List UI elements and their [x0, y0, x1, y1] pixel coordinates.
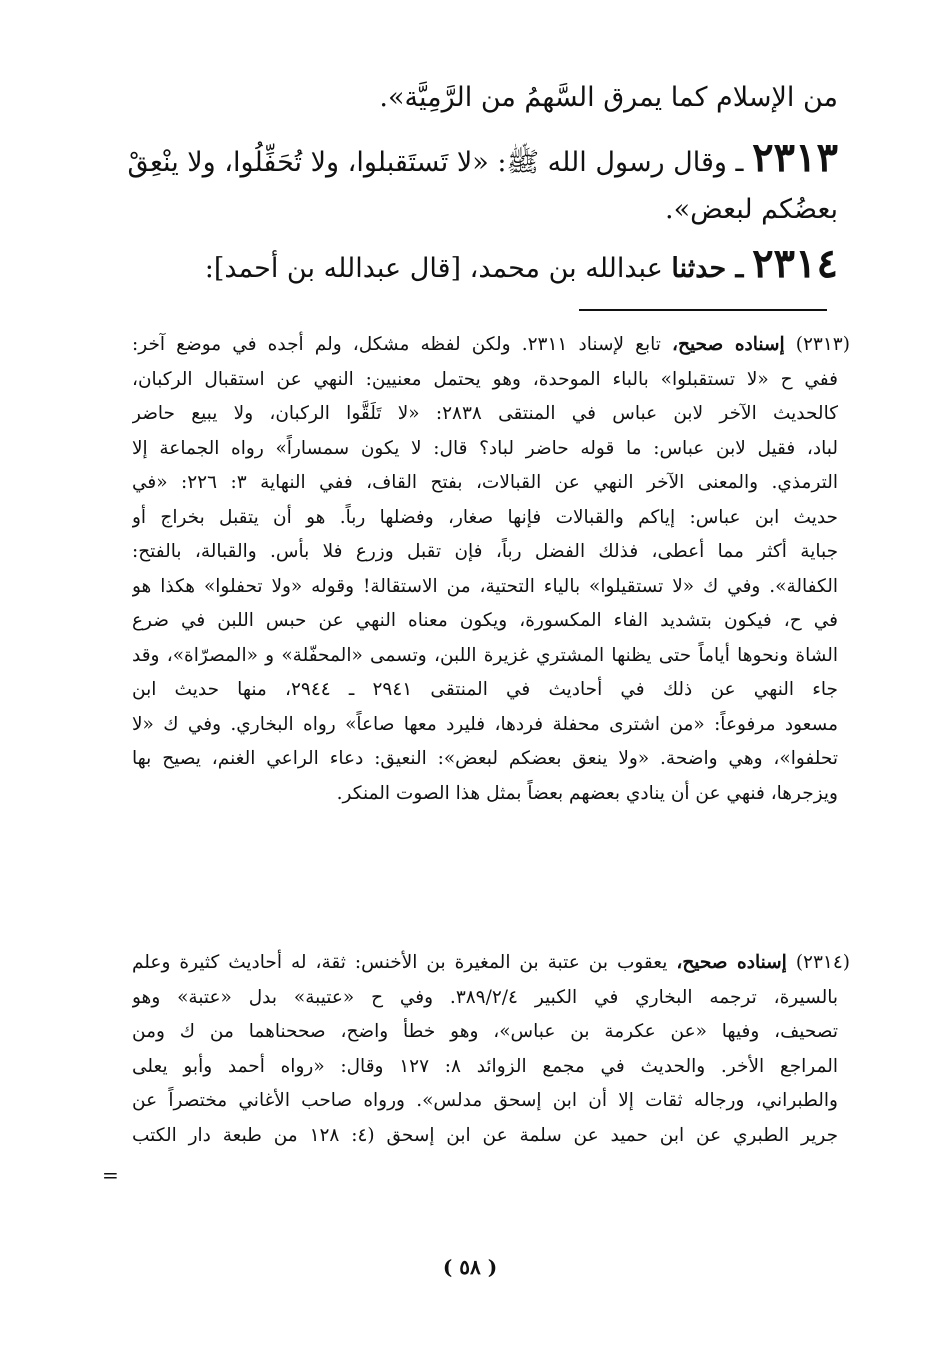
footnote-text: جاء النهي عن ذلك في أحاديث في المنتقى ٢٩٤١ ـ ٢٩٤٤، منها حديث ابن [132, 679, 838, 700]
footnote-2313-line [132, 328, 850, 362]
footnote-2313-line [132, 742, 838, 776]
footnote-2314-line [132, 1050, 838, 1084]
footnote-label: (٢٣١٣) [795, 334, 850, 355]
footnote-text: حديث ابن عباس: إياكم والقبالات فإنها صغار، وفضلها رباً. هو أن يتقبل بخراج أو [132, 507, 838, 528]
footnote-label: (٢٣١٤) [795, 952, 850, 973]
footnote-2314-line [132, 981, 838, 1015]
footnote-2313-line [132, 777, 838, 811]
footnote-2313-line [132, 708, 838, 742]
footnote-2313-line [132, 639, 838, 673]
footnote-text: كالحديث الآخر لابن عباس في المنتقى ٢٨٣٨: «لا تَلَقَّوا الركبان، ولا يبيع حاضر [132, 403, 838, 424]
footnote-text: الكفالة». وفي ك «لا تستقيلوا» بالياء التحتية، من الاستقالة! وقوله «ولا تحفلوا» هكذا هو [132, 576, 838, 597]
footnote-2313-line [132, 673, 838, 707]
hadith-2314 [204, 240, 838, 289]
footnote-text: ويزجرها، فنهي عن أن ينادي بعضهم بعضاً بمثل هذا الصوت المنكر. [336, 783, 838, 804]
hadith-2314-lead: ـ حدثنا [671, 253, 744, 284]
footnote-text: جرير الطبري عن ابن حميد عن سلمة عن ابن إسحق (٤: ١٢٨ من طبعة دار الكتب [132, 1125, 838, 1146]
footnote-text: تحلفوا»، وهي واضحة. «ولا ينعق بعضكم لبعض»: النعيق: دعاء الراعي الغنم، يصيح بها [132, 748, 838, 769]
footnote-2313-line [132, 501, 838, 535]
footnote-bold-lead: إسناده صحيح، [676, 952, 787, 973]
hadith-2313-text: ـ وقال رسول الله ﷺ: «لا تَستَقبلوا، ولا تُحَفِّلُوا، ولا ينْعِقْ [127, 147, 744, 178]
continuation-mark: = [102, 1163, 119, 1187]
footnote-2314-line [132, 1119, 838, 1153]
footnote-2313-line [132, 397, 838, 431]
footnote-text: الشاة ونحوها أياماً حتى يظنها المشتري غزيرة اللبن، وتسمى «المحفّلة» و «المصرّاة»، وقد [132, 645, 838, 666]
page-number: ( ٥٨ ) [442, 1255, 498, 1279]
footnote-divider [579, 309, 827, 311]
hadith-number-2314: ٢٣١٤ [752, 240, 838, 287]
hadith-2313 [127, 134, 839, 183]
footnote-text: تابع لإسناد ٢٣١١. ولكن لفظه مشكل، ولم أجده في موضع آخر: [132, 334, 661, 355]
footnote-2314-line [132, 1084, 838, 1118]
footnote-text: الترمذي. والمعنى الآخر النهي عن القبالات، بفتح القاف، ففي النهاية ٣: ٢٢٦: «في [132, 472, 838, 493]
footnote-text: مسعود مرفوعاً: «من اشترى محفلة فردها، فليرد معها صاعاً» رواه البخاري. وفي ك «لا [132, 714, 838, 735]
footnote-2313-line [132, 570, 838, 604]
footnote-text: في ح، فيكون بتشديد الفاء المكسورة، ويكون معناه النهي عن حبس اللبن في ضرع [132, 610, 838, 631]
footnote-text: ففي ح «لا تستقبلوا» بالباء الموحدة، وهو يحتمل معنيين: النهي عن استقبال الركبان، [132, 369, 838, 390]
main-line-1: من الإسلام كما يمرق السَّهمُ من الرَّمِيَّة». [379, 82, 838, 113]
footnote-2314-line [132, 1015, 838, 1049]
footnote-text: المراجع الأخر. والحديث في مجمع الزوائد ٨: ١٢٧ وقال: «رواه أحمد وأبو يعلى [132, 1056, 838, 1077]
footnote-2313-line [132, 363, 838, 397]
hadith-number-2313: ٢٣١٣ [752, 134, 838, 181]
footnote-bold-lead: إسناده صحيح، [672, 334, 785, 355]
footnote-2314-line [132, 946, 850, 980]
footnote-text: بالسيرة، ترجمه البخاري في الكبير ٣٨٩/٢/٤. وفي ح «عتيبة» بدل «عتبة» وهو [132, 987, 838, 1008]
footnote-text: لباد، فقيل لابن عباس: ما قوله حاضر لباد؟ قال: لا يكون سمساراً» رواه الجماعة إلا [132, 438, 838, 459]
footnote-2313-line [132, 432, 838, 466]
footnote-2313-line [132, 466, 838, 500]
footnote-2313-line [132, 535, 838, 569]
hadith-2314-text: عبدالله بن محمد، [قال عبدالله بن أحمد]: [204, 253, 663, 284]
footnote-text: تصحيف، وفيها «عن عكرمة بن عباس»، وهو خطأ واضح، صححناهما من ك ومن [132, 1021, 838, 1042]
footnote-2313-line [132, 604, 838, 638]
footnote-text: يعقوب بن عتبة بن المغيرة بن الأخنس: ثقة، له أحاديث كثيرة وعلم [132, 952, 668, 973]
hadith-2313-continuation: بعضُكم لبعض». [665, 194, 838, 225]
footnote-text: والطبراني، ورجاله ثقات إلا أن ابن إسحق مدلس». ورواه صاحب الأغاني مختصراً عن [132, 1090, 838, 1111]
footnote-text: جباية أكثر مما أعطى، فذلك الفضل رباً، فإن تقبل وزرع فلا بأس. والقبالة، بالفتح: [132, 541, 838, 562]
